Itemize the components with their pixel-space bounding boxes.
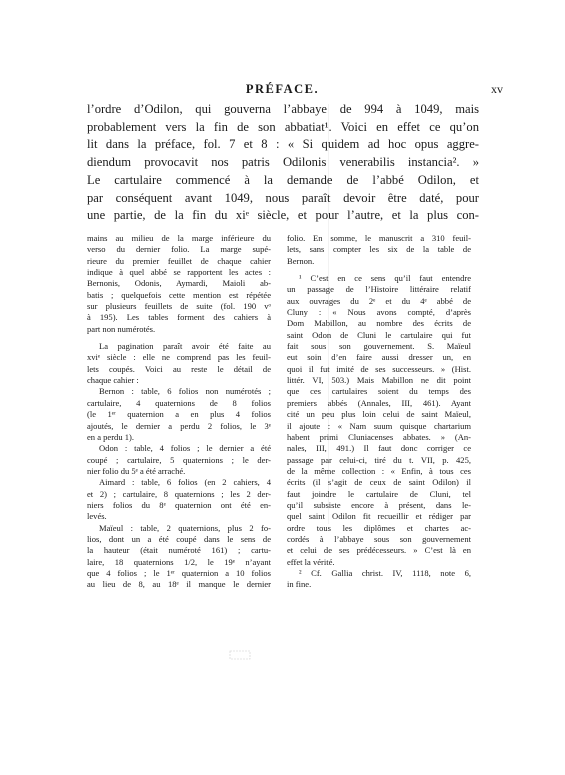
footnote-line: fait sous son gouvernement. S. Maïeul bbox=[287, 341, 471, 352]
note-line: ajoutés, le dernier a perdu 2 folios, le 3ᵉ bbox=[87, 420, 271, 431]
note-line: mains au milieu de la marge inférieure du bbox=[87, 233, 271, 243]
note-line: chaque cahier : bbox=[87, 375, 139, 386]
footnote-line: eut soin d’en faire aussi dresser un, en bbox=[287, 352, 471, 363]
note-line: coupé ; cartulaire, 5 quaternions ; le der- bbox=[87, 454, 271, 465]
note-line: la hauteur (était numéroté 161) ; cartu- bbox=[87, 545, 271, 556]
note-line: au lieu de 8, au 18ᵉ il manque le dernier bbox=[87, 579, 271, 590]
note-line: et 2) ; cartulaire, 8 quaternions ; les 2 der- bbox=[87, 488, 271, 499]
footnote-line: premiers abbés (Annales, III, 461). Ayant bbox=[287, 397, 471, 408]
note-line: indique à quel abbé se rapportent les actes : bbox=[87, 267, 271, 278]
main-text-line: diendum provocavit nos patris Odilonis venerabilis instancia². » bbox=[87, 155, 479, 170]
footnote-line: que ces cartulaires soient du temps des bbox=[287, 386, 471, 397]
footnote-line: ² Cf. Gallia christ. IV, 1118, note 6, bbox=[299, 567, 471, 578]
footnote-line: un passage de l’Histoire littéraire relatif bbox=[287, 284, 471, 295]
note-line: Bernon : table, 6 folios non numérotés ; bbox=[99, 386, 271, 397]
main-text-line: lit dans la préface, fol. 7 et 8 : « Si quidem ad hoc opus aggre- bbox=[87, 137, 479, 152]
footnote-line: et celui de ses prédécesseurs. » C’est là en bbox=[287, 545, 471, 556]
footnote-line: Dom Mabillon, au nombre des écrits de bbox=[287, 318, 471, 329]
footnote-line: ordre tous les diplômes et chartes ac- bbox=[287, 522, 471, 533]
note-line: Odon : table, 4 folios ; le dernier a été bbox=[99, 443, 271, 454]
footnote-line: effet la vérité. bbox=[287, 556, 335, 567]
note-line: Bernonis, Odonis, Aymardi, Maioli ab- bbox=[87, 278, 271, 289]
note-line: niers folios du 8ᵉ quaternion ont été en- bbox=[87, 499, 271, 510]
footnote-line: cordés à l’abbaye sous son gouvernement bbox=[287, 533, 471, 544]
right-column-notes bbox=[287, 233, 471, 591]
footnote-line: passage par celui-ci, tiré du t. VII, p. 425, bbox=[287, 454, 471, 465]
note-line: à 195). Les tables forment des cahiers à bbox=[87, 312, 271, 323]
note-line: cartulaire, 4 quaternions de 8 folios bbox=[87, 397, 271, 408]
footnote-line: in fine. bbox=[287, 579, 312, 590]
footnote-line: faut joindre le cartulaire de Cluni, tel bbox=[287, 488, 471, 499]
footnote-line: de la même collection : « Enfin, à tous ces bbox=[287, 465, 471, 476]
note-line: que 4 folios ; le 1ᵉʳ quaternion a 10 folios bbox=[87, 567, 271, 578]
note-line: en a perdu 1). bbox=[87, 431, 134, 442]
footnote-line: Cluny : « Nous avons compté, d’après bbox=[287, 307, 471, 318]
main-text bbox=[87, 101, 479, 225]
footnote-line: quoi il fut imité de ses successeurs. » (Hist. bbox=[287, 363, 471, 374]
note-line: Aimard : table, 6 folios (en 2 cahiers, 4 bbox=[99, 477, 271, 488]
main-text-line: Le cartulaire commencé à la demande de l’abbé Odilon, et bbox=[87, 172, 479, 187]
main-text-line: une partie, de la fin du xiᵉ siècle, et pour l’autre, et la plus con- bbox=[87, 208, 479, 223]
footnote-line: littér. VI, 503.) Mais Mabillon ne dit point bbox=[287, 375, 471, 386]
note-line: La pagination paraît avoir été faite au bbox=[99, 341, 271, 352]
left-column-notes bbox=[87, 233, 271, 591]
note-line: lets coupés. Voici au reste le détail de bbox=[87, 363, 271, 374]
note-line: xviᵉ siècle : elle ne comprend pas les feuil- bbox=[87, 352, 271, 363]
footnote-line: ¹ C’est en ce sens qu’il faut entendre bbox=[299, 273, 471, 284]
main-text-line: probablement vers la fin de son abbatiat¹. Voici en effet ce qu’on bbox=[87, 119, 479, 134]
footnote-line: aux ouvrages du 2ᵉ et du 4ᵉ abbé de bbox=[287, 295, 471, 306]
note-line: (le 1ᵉʳ quaternion a en plus 4 folios bbox=[87, 409, 271, 420]
note-line: Maïeul : table, 2 quaternions, plus 2 fo- bbox=[99, 522, 271, 533]
footnote-line: habent primi Cluniacenses abbates. » (An- bbox=[287, 431, 471, 442]
note-line: sur plusieurs feuillets de suite (fol. 190 vᵒ bbox=[87, 301, 271, 312]
note-line: folio. En somme, le manuscrit a 310 feuil- bbox=[287, 233, 471, 243]
footnote-line: il ajoute : « Nam suum quisque chartarium bbox=[287, 420, 471, 431]
main-text-line: par conséquent avant 1049, nous paraît devoir être daté, pour bbox=[87, 190, 479, 205]
footnote-line: cité un peu plus loin celui de saint Maïeul, bbox=[287, 409, 471, 420]
note-line: batis ; quelquefois cette mention est répétée bbox=[87, 289, 271, 300]
note-line: lets, sans compter les six de la table de bbox=[287, 244, 471, 255]
footnote-line: qu’il subsiste encore à présent, dans le- bbox=[287, 499, 471, 510]
footnote-line: saint Odon de Cluni le cartulaire qui fut bbox=[287, 329, 471, 340]
note-line: laire, 18 quaternions 1/2, le 19ᵉ n’ayant bbox=[87, 556, 271, 567]
footnote-line: écrits (il s’agit de ceux de saint Odilon) il bbox=[287, 477, 471, 488]
footnote-line: nales, III, 491.) Il faut donc corriger ce bbox=[287, 443, 471, 454]
main-text-line: l’ordre d’Odilon, qui gouverna l’abbaye de 994 à 1049, mais bbox=[87, 102, 479, 116]
note-line: verso du dernier folio. La marge supé- bbox=[87, 244, 271, 255]
note-line: Bernon. bbox=[287, 255, 315, 266]
note-line: lios, dont un a été coupé dans le sens de bbox=[87, 533, 271, 544]
note-line: rieure du premier feuillet de chaque cahier bbox=[87, 255, 271, 266]
footnote-line: quel saint Odilon fit recueillir et rédiger par bbox=[287, 511, 471, 522]
note-line: part non numérotés. bbox=[87, 323, 156, 334]
note-line: nier folio du 5ᵉ a été arraché. bbox=[87, 465, 186, 476]
note-line: levés. bbox=[87, 511, 107, 522]
page-number: xv bbox=[491, 82, 503, 96]
running-header-title: PRÉFACE. bbox=[245, 82, 320, 96]
library-stamp-mark bbox=[229, 650, 251, 660]
